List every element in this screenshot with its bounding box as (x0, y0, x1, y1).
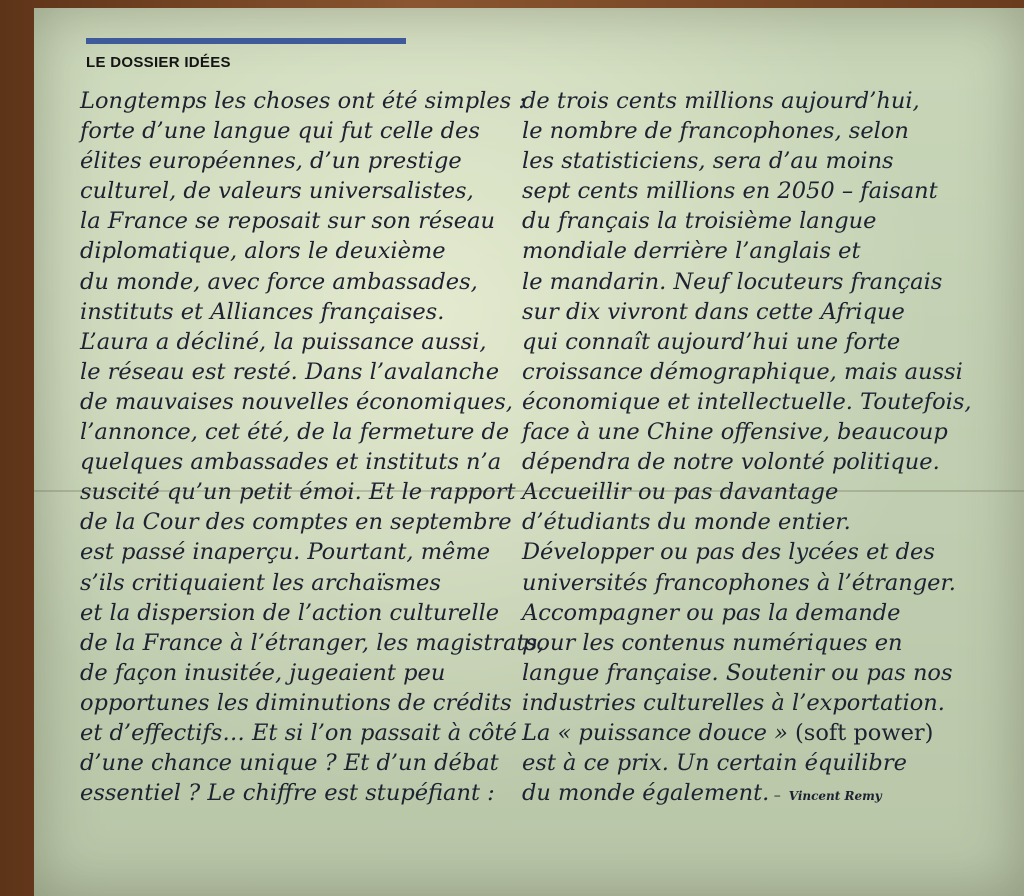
left-text-column (80, 86, 550, 808)
closing-text: La « puissance douce » (522, 719, 796, 746)
text-line: langue française. Soutenir ou pas nos (522, 659, 953, 686)
text-line: quelques ambassades et instituts n’a (80, 449, 502, 476)
text-line: face à une Chine offensive, beaucoup (522, 419, 948, 446)
text-line: industries culturelles à l’exportation. (522, 689, 945, 716)
text-line: Développer ou pas des lycées et des (522, 539, 935, 566)
text-line: de la France à l’étranger, les magistrats, (80, 629, 545, 656)
newspaper-clipping (34, 8, 1024, 896)
text-line: et la dispersion de l’action culturelle (80, 599, 500, 626)
text-line: dépendra de notre volonté politique. (522, 449, 940, 476)
text-line: l’annonce, cet été, de la fermeture de (80, 419, 510, 446)
text-line (522, 778, 992, 811)
text-line: est à ce prix. Un certain équilibre (522, 750, 907, 777)
text-line: sur dix vivront dans cette Afrique (522, 298, 905, 325)
text-line: croissance démographique, mais aussi (522, 358, 963, 385)
text-line: de mauvaises nouvelles économiques, (80, 388, 513, 415)
text-line: diplomatique, alors le deuxième (80, 238, 446, 265)
text-line: mondiale derrière l’anglais et (522, 238, 861, 265)
text-line (522, 718, 992, 748)
text-line: qui connaît aujourd’hui une forte (522, 328, 901, 355)
text-line: forte d’une langue qui fut celle des (80, 118, 480, 145)
text-line: le réseau est resté. Dans l’avalanche (80, 358, 500, 385)
text-line: le nombre de francophones, selon (522, 118, 909, 145)
text-line: Accompagner ou pas la demande (522, 599, 901, 626)
text-line: pour les contenus numériques en (522, 629, 903, 656)
closing-text: du monde également. (522, 780, 770, 807)
rubric-accent-bar (86, 38, 406, 44)
text-line: sept cents millions en 2050 – faisant (522, 178, 938, 205)
signature-dash: – (769, 788, 781, 805)
text-line: Longtemps les choses ont été simples : (80, 88, 526, 114)
text-line: de trois cents millions aujourd’hui, (522, 88, 920, 114)
text-line: du français la troisième langue (522, 208, 877, 235)
text-line: Accueillir ou pas davantage (522, 479, 839, 506)
closing-english-term: (soft power) (795, 719, 934, 746)
text-line: le mandarin. Neuf locuteurs français (522, 268, 943, 295)
text-line: d’étudiants du monde entier. (522, 509, 851, 536)
text-line: L’aura a décliné, la puissance aussi, (80, 328, 487, 355)
text-line: la France se reposait sur son réseau (80, 208, 496, 235)
text-line: instituts et Alliances françaises. (80, 298, 445, 325)
text-line: opportunes les diminutions de crédits (80, 689, 512, 716)
text-line: économique et intellectuelle. Toutefois, (522, 388, 972, 415)
author-signature: Vincent Remy (788, 789, 882, 804)
text-line: essentiel ? Le chiffre est stupéfiant : (80, 780, 495, 807)
text-line: élites européennes, d’un prestige (80, 148, 462, 175)
text-line: du monde, avec force ambassades, (80, 268, 478, 295)
text-line: s’ils critiquaient les archaïsmes (80, 569, 441, 596)
text-line: est passé inaperçu. Pourtant, même (80, 539, 491, 566)
text-line: culturel, de valeurs universalistes, (80, 178, 474, 205)
text-line: et d’effectifs… Et si l’on passait à côté (80, 719, 517, 746)
section-rubric: LE DOSSIER IDÉES (86, 54, 231, 71)
text-line: les statisticiens, sera d’au moins (522, 148, 894, 175)
text-line: universités francophones à l’étranger. (522, 569, 956, 596)
right-text-column (522, 86, 992, 811)
text-line: de façon inusitée, jugeaient peu (80, 659, 446, 686)
text-line: suscité qu’un petit émoi. Et le rapport (80, 479, 516, 506)
text-line: d’une chance unique ? Et d’un débat (80, 750, 499, 777)
text-line: de la Cour des comptes en septembre (80, 509, 512, 536)
